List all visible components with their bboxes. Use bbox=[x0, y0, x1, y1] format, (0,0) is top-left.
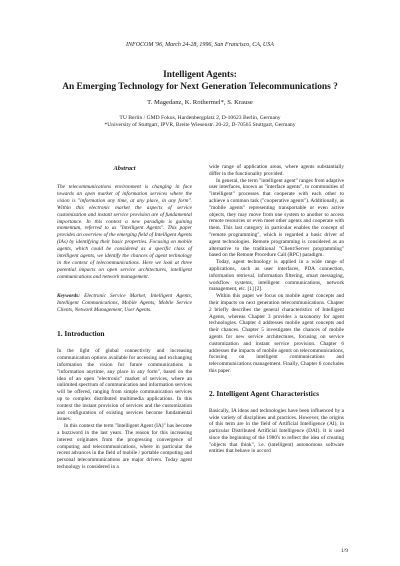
keywords-text: Electronic Service Market, Intelligent Agents, Intelligent Communications, Mobile Agents, Mobile Service Clients, Network Management, User Agents. bbox=[57, 292, 192, 313]
section-1-heading: 1. Introduction bbox=[57, 329, 105, 339]
affiliation-1: TU Berlin / GMD Fokus, Hardenbergplatz 2, D-10623 Berlin, Germany bbox=[119, 115, 281, 121]
section-2-paragraph-1: Basically, IA ideas and technologies have been influenced by a wide variety of disciplines and practices. However, the origins of this term are in the field of Artificial Intelligence (AI), in particular Distributed Artificial Intelligence (DAI). It is used since the beginning of the 1980's to reflect the idea of creating "objects that think", i.e. (intelligent) autonomous software entities that behave in accord bbox=[209, 407, 344, 455]
right-column bbox=[209, 164, 344, 455]
affiliation-2: *University of Stuttgart, IPVR, Breite Wiesenstr. 20-22, D-70565 Stuttgart, Germany bbox=[104, 122, 296, 129]
page-number: 1/9 bbox=[340, 548, 348, 554]
right-paragraph-2: In general, the term "intelligent agent" ranges from adaptive user interfaces, known as "interface agents", to communities of "intelligent" processes that cooperate with each other to achieve a common task ("cooperative agents"). Additionally, as "mobile agents" representing transportable or even active objects, they may move from one system to another to access remote resources or even meet other agents and cooperate with them. This last category in particular enables the concept of "remote programming", which is regarded a basic driver of agent technologies. Remote programming is considered as an alternative to the traditional "Client/Server programming" based on the Remote Procedure Call (RPC) paradigm. bbox=[209, 177, 344, 259]
intro-paragraph-2: In this context the term "Intelligent Agent (IA)" has become a buzzword in the last years. The reason for this increasing interest originates from the progressing convergence of computing and telecommunications, where in particular the recent advances in the field of mobile / portable computing and personal telecommunications are major drivers. Today agent technology is considered in a bbox=[57, 423, 192, 470]
right-paragraph-1: wide range of application areas, where agents substantially differ in the functionality provided. bbox=[209, 164, 344, 177]
right-paragraph-4: Within this paper we focus on mobile agent concepts and their impacts on next generation telecommunications. Chapter 2 briefly describes the general characteristics of Intelligent Agents, whereas Chapter 3 provides a taxonomy for agent technologies. Chapter 4 addresses mobile agent concepts and their chances. Chapter 5 investigates the chances of mobile agents for new service architectures, focusing on service customization and instant service provision. Chapter 6 addresses the impacts of mobile agents on telecommunications, focusing on intelligent communications and telecommunications management. Finally, Chapter 6 concludes this paper. bbox=[209, 293, 344, 374]
right-paragraph-3: Today, agent technology is applied in a wide range of applications, such as user interfaces, PDA connection, information retrieval, information filtering, smart messaging, workflow systems, intelligent communications, network management, etc. [1] [2]. bbox=[209, 259, 344, 293]
title-line-1: Intelligent Agents: bbox=[163, 70, 237, 80]
abstract-heading: Abstract bbox=[113, 165, 136, 172]
conference-header: INFOCOM '96, March 24-28, 1996, San Francisco, CA, USA bbox=[126, 42, 274, 48]
section-2-heading: 2. Intelligent Agent Characteristics bbox=[209, 388, 320, 398]
keywords bbox=[57, 293, 192, 314]
left-column bbox=[57, 165, 192, 471]
affiliations bbox=[0, 115, 400, 130]
intro-paragraph-1: In the light of global connectivity and increasing communication options available for accessing and exchanging information the vision for future communications is "information anytime, any place in any form", based on the idea of an open "electronic" market of services, where an unlimited spectrum of communication and information services will be offered, ranging from simple communication services up to complex distributed multimedia applications. In this context the instant provision of services and the customization and configuration of existing services become fundamental issues. bbox=[57, 348, 192, 423]
keywords-label: Keywords: bbox=[57, 292, 80, 299]
paper-title bbox=[30, 70, 370, 93]
abstract-text: The telecommunications environment is changing in face towards an open market of information services where the vision is "information any time, at any place, in any form". Within this electronic market the aspects of service customization and instant service provision are of fundamental importance. In this context a new paradigm is gaining momentum, referred to as "Intelligent Agents". This paper provides an overview of the emerging field of Intelligent Agents (IAs) by identifying their basic properties. Focusing on mobile agents, which could be considered as a specific class of intelligent agents, we identify the chances of agent technology in the context of telecommunications. Here we look at three potential impacts on open service architectures, intelligent communications and network management. bbox=[57, 184, 192, 280]
title-line-2: An Emerging Technology for Next Generation Telecommunications ? bbox=[62, 81, 338, 92]
authors: T. Magedanz, K. Rothermel*, S. Krause bbox=[147, 99, 253, 106]
